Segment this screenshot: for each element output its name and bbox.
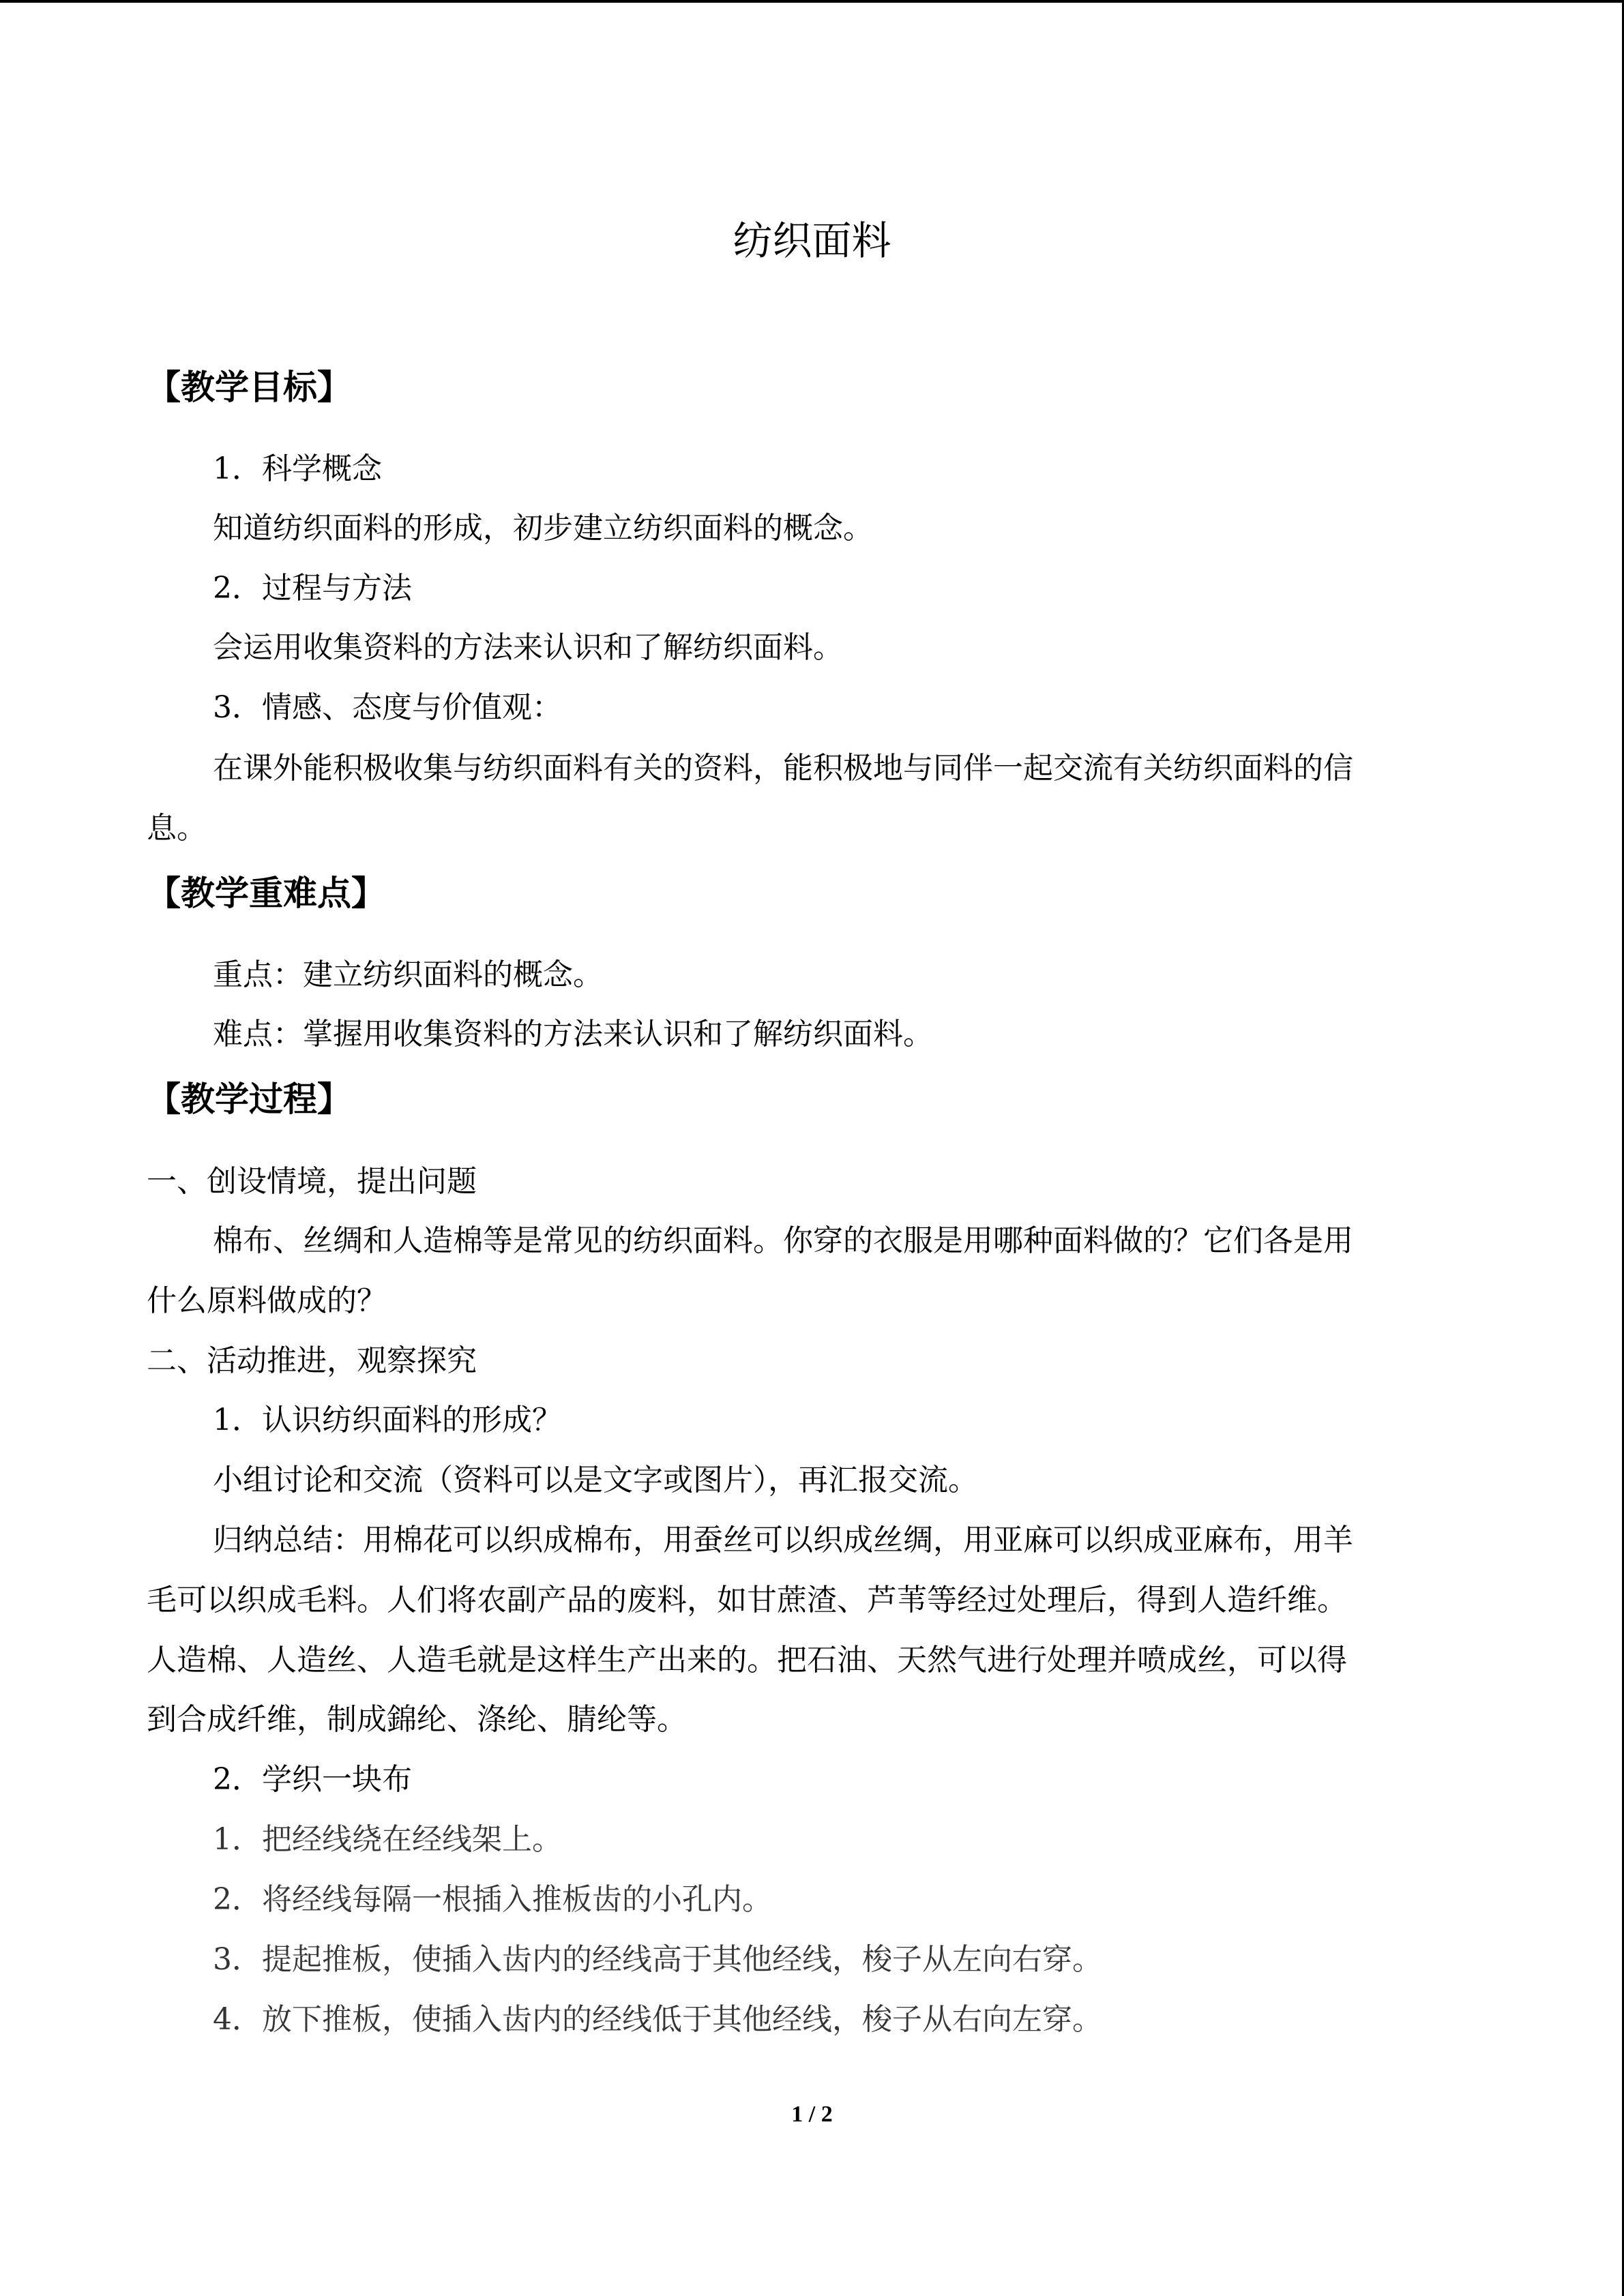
weaving-step-4: 4．放下推板，使插入齿内的经线低于其他经线，梭子从右向左穿。 <box>213 2002 1102 2037</box>
objective-3-title: 3．情感、态度与价值观： <box>213 690 562 725</box>
page-number: 1 / 2 <box>791 2102 833 2127</box>
process-step-1-text-cont: 什么原料做成的？ <box>147 1283 387 1318</box>
weaving-step-3: 3．提起推板，使插入齿内的经线高于其他经线，梭子从左向右穿。 <box>213 1942 1102 1977</box>
activity-1-discussion: 小组讨论和交流（资料可以是文字或图片），再汇报交流。 <box>213 1463 978 1497</box>
objective-1-title: 1．科学概念 <box>213 451 382 486</box>
summary-line-3: 人造棉、人造丝、人造毛就是这样生产出来的。把石油、天然气进行处理并喷成丝，可以得 <box>147 1643 1347 1678</box>
summary-line-4: 到合成纤维，制成錦纶、涤纶、腈纶等。 <box>147 1702 687 1737</box>
weaving-step-1: 1．把经线绕在经线架上。 <box>213 1822 562 1857</box>
summary-line-1: 归纳总结：用棉花可以织成棉布，用蚕丝可以织成丝绸，用亚麻可以织成亚麻布，用羊 <box>213 1523 1353 1557</box>
document-title: 纺织面料 <box>733 218 891 264</box>
process-step-1-text: 棉布、丝绸和人造棉等是常见的纺织面料。你穿的衣服是用哪种面料做的？它们各是用 <box>213 1223 1353 1258</box>
section-heading-objectives: 【教学目标】 <box>147 368 351 407</box>
difficult-point: 难点：掌握用收集资料的方法来认识和了解纺织面料。 <box>213 1017 933 1052</box>
activity-2-title: 2．学织一块布 <box>213 1762 412 1797</box>
summary-line-2: 毛可以织成毛料。人们将农副产品的废料，如甘蔗渣、芦苇等经过处理后，得到人造纤维。 <box>147 1583 1347 1617</box>
objective-2-title: 2．过程与方法 <box>213 571 412 606</box>
section-heading-process: 【教学过程】 <box>147 1079 351 1119</box>
process-step-2-heading: 二、活动推进，观察探究 <box>147 1343 477 1378</box>
weaving-step-2: 2．将经线每隔一根插入推板齿的小孔内。 <box>213 1882 772 1917</box>
top-border <box>0 0 1624 3</box>
process-step-1-heading: 一、创设情境，提出问题 <box>147 1164 477 1199</box>
key-point: 重点：建立纺织面料的概念。 <box>213 957 603 992</box>
objective-2-text: 会运用收集资料的方法来认识和了解纺织面料。 <box>213 630 843 665</box>
section-heading-key-points: 【教学重难点】 <box>147 874 385 913</box>
objective-3-text: 在课外能积极收集与纺织面料有关的资料，能积极地与同伴一起交流有关纺织面料的信 <box>213 751 1353 786</box>
activity-1-title: 1．认识纺织面料的形成？ <box>213 1403 562 1437</box>
objective-3-text-cont: 息。 <box>147 811 207 846</box>
objective-1-text: 知道纺织面料的形成，初步建立纺织面料的概念。 <box>213 511 873 546</box>
